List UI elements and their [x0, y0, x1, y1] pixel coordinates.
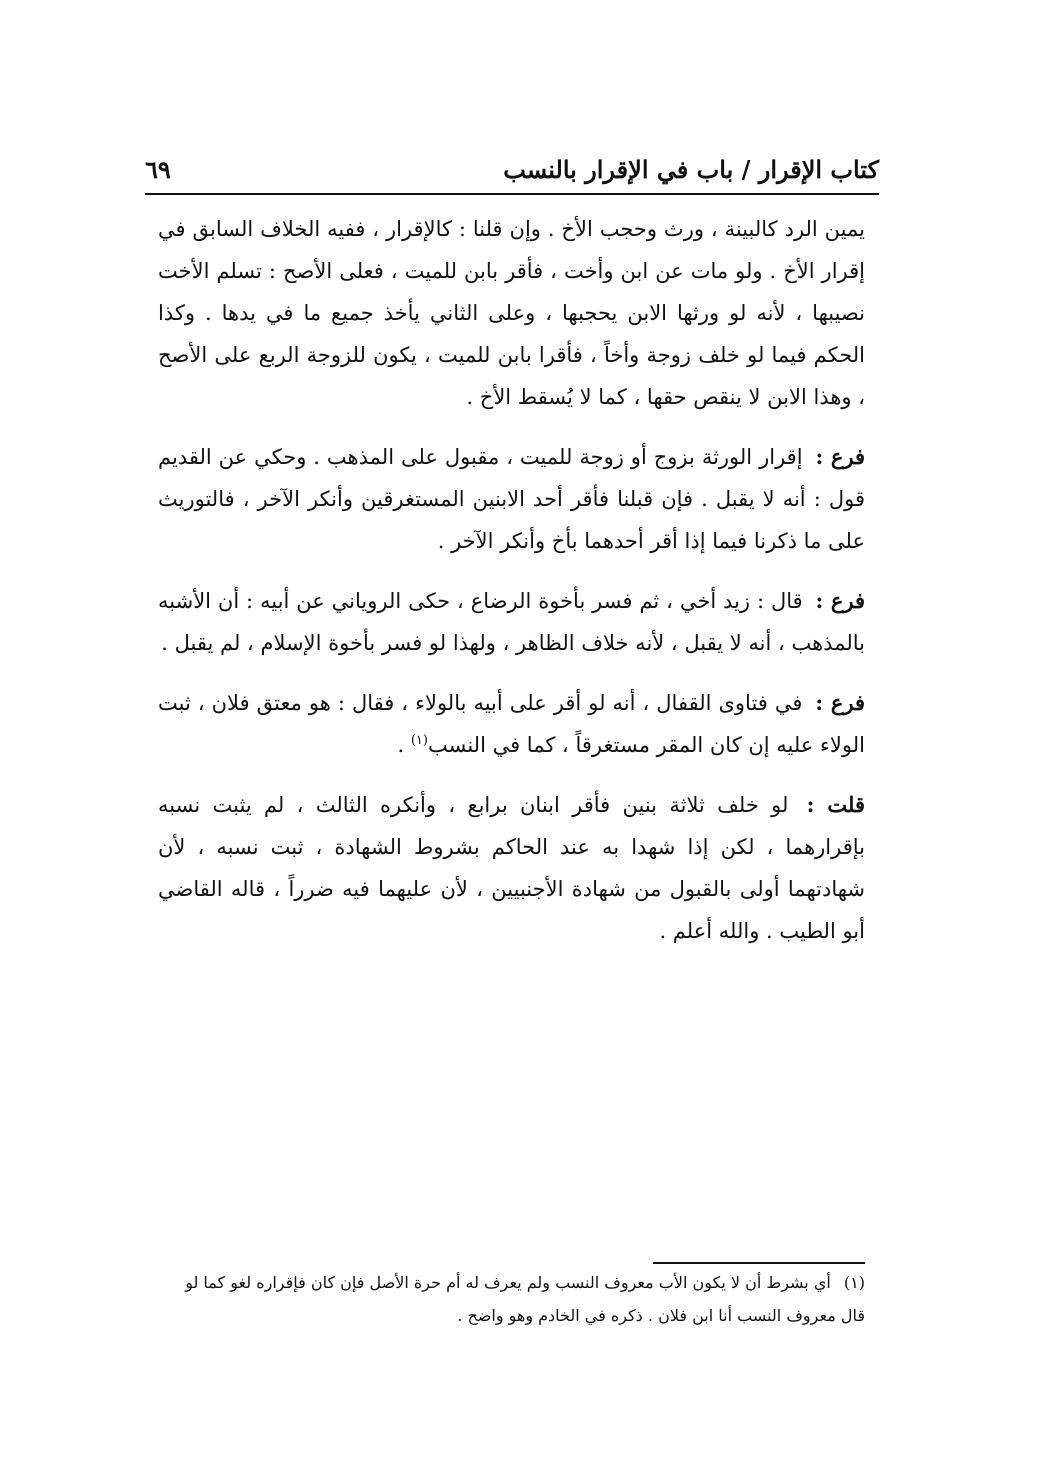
page-number: ٦٩: [145, 154, 171, 184]
paragraph-3-lead: فرع :: [815, 588, 865, 613]
footnote-number: (١): [843, 1273, 865, 1292]
paragraph-1: [158, 208, 865, 418]
paragraph-2-lead: فرع :: [815, 444, 865, 469]
paragraph-4: [158, 682, 865, 766]
footnote-reference[interactable]: (١): [410, 733, 428, 748]
footnote-rule: [653, 1262, 865, 1264]
paragraph-3-text: قال : زيد أخي ، ثم فسر بأخوة الرضاع ، حكى الروياني عن أبيه : أن الأشبه بالمذهب ، أنه لا يقبل ، لأنه خلاف الظاهر ، ولهذا لو فسر بأخوة الإسلام ، لم يقبل .: [158, 589, 865, 655]
paragraph-5: [158, 784, 865, 952]
paragraph-2: [158, 436, 865, 562]
paragraph-4-lead: فرع :: [815, 690, 865, 715]
running-header: [145, 150, 879, 188]
header-rule: [145, 193, 879, 195]
paragraph-2-text: إقرار الورثة بزوج أو زوجة للميت ، مقبول على المذهب . وحكي عن القديم قول : أنه لا يقبل . فإن قبلنا فأقر أحد الابنين المستغرقين وأنكر الآخر ، فالتوريث على ما ذكرنا فيما إذا أقر أحدهما بأخ وأنكر الآخر .: [158, 445, 865, 553]
main-text: [158, 208, 865, 970]
paragraph-4-tail: .: [397, 733, 411, 757]
footnote-text: أي بشرط أن لا يكون الأب معروف النسب ولم يعرف له أم حرة الأصل فإن كان فإقراره لغو كما لو قال معروف النسب أنا ابن فلان . ذكره في الخادم وهو واضح .: [185, 1273, 865, 1325]
paragraph-4-text: في فتاوى القفال ، أنه لو أقر على أبيه بالولاء ، فقال : هو معتق فلان ، ثبت الولاء عليه إن كان المقر مستغرقاً ، كما في النسب: [158, 691, 865, 757]
paragraph-5-text: لو خلف ثلاثة بنين فأقر ابنان برابع ، وأنكره الثالث ، لم يثبت نسبه بإقرارهما ، لكن إذا شهدا به عند الحاكم بشروط الشهادة ، ثبت نسبه ، لأن شهادتهما أولى بالقبول من شهادة الأجنبيين ، لأن عليهما فيه ضرراً ، قاله القاضي أبو الطيب . والله أعلم .: [158, 793, 865, 943]
paragraph-3: [158, 580, 865, 664]
paragraph-5-lead: قلت :: [806, 792, 865, 817]
footnote: [158, 1266, 865, 1332]
paragraph-1-text: يمين الرد كالبينة ، ورث وحجب الأخ . وإن قلنا : كالإقرار ، ففيه الخلاف السابق في إقرار الأخ . ولو مات عن ابن وأخت ، فأقر بابن للميت ، فعلى الأصح : تسلم الأخت نصيبها ، لأنه لو ورثها الابن يحجبها ، وعلى الثاني يأخذ جميع ما في يدها . وكذا الحكم فيما لو خلف زوجة وأخاً ، فأقرا بابن للميت ، يكون للزوجة الربع على الأصح ، وهذا الابن لا ينقص حقها ، كما لا يُسقط الأخ .: [158, 217, 865, 409]
chapter-title: كتاب الإقرار / باب في الإقرار بالنسب: [503, 154, 879, 184]
